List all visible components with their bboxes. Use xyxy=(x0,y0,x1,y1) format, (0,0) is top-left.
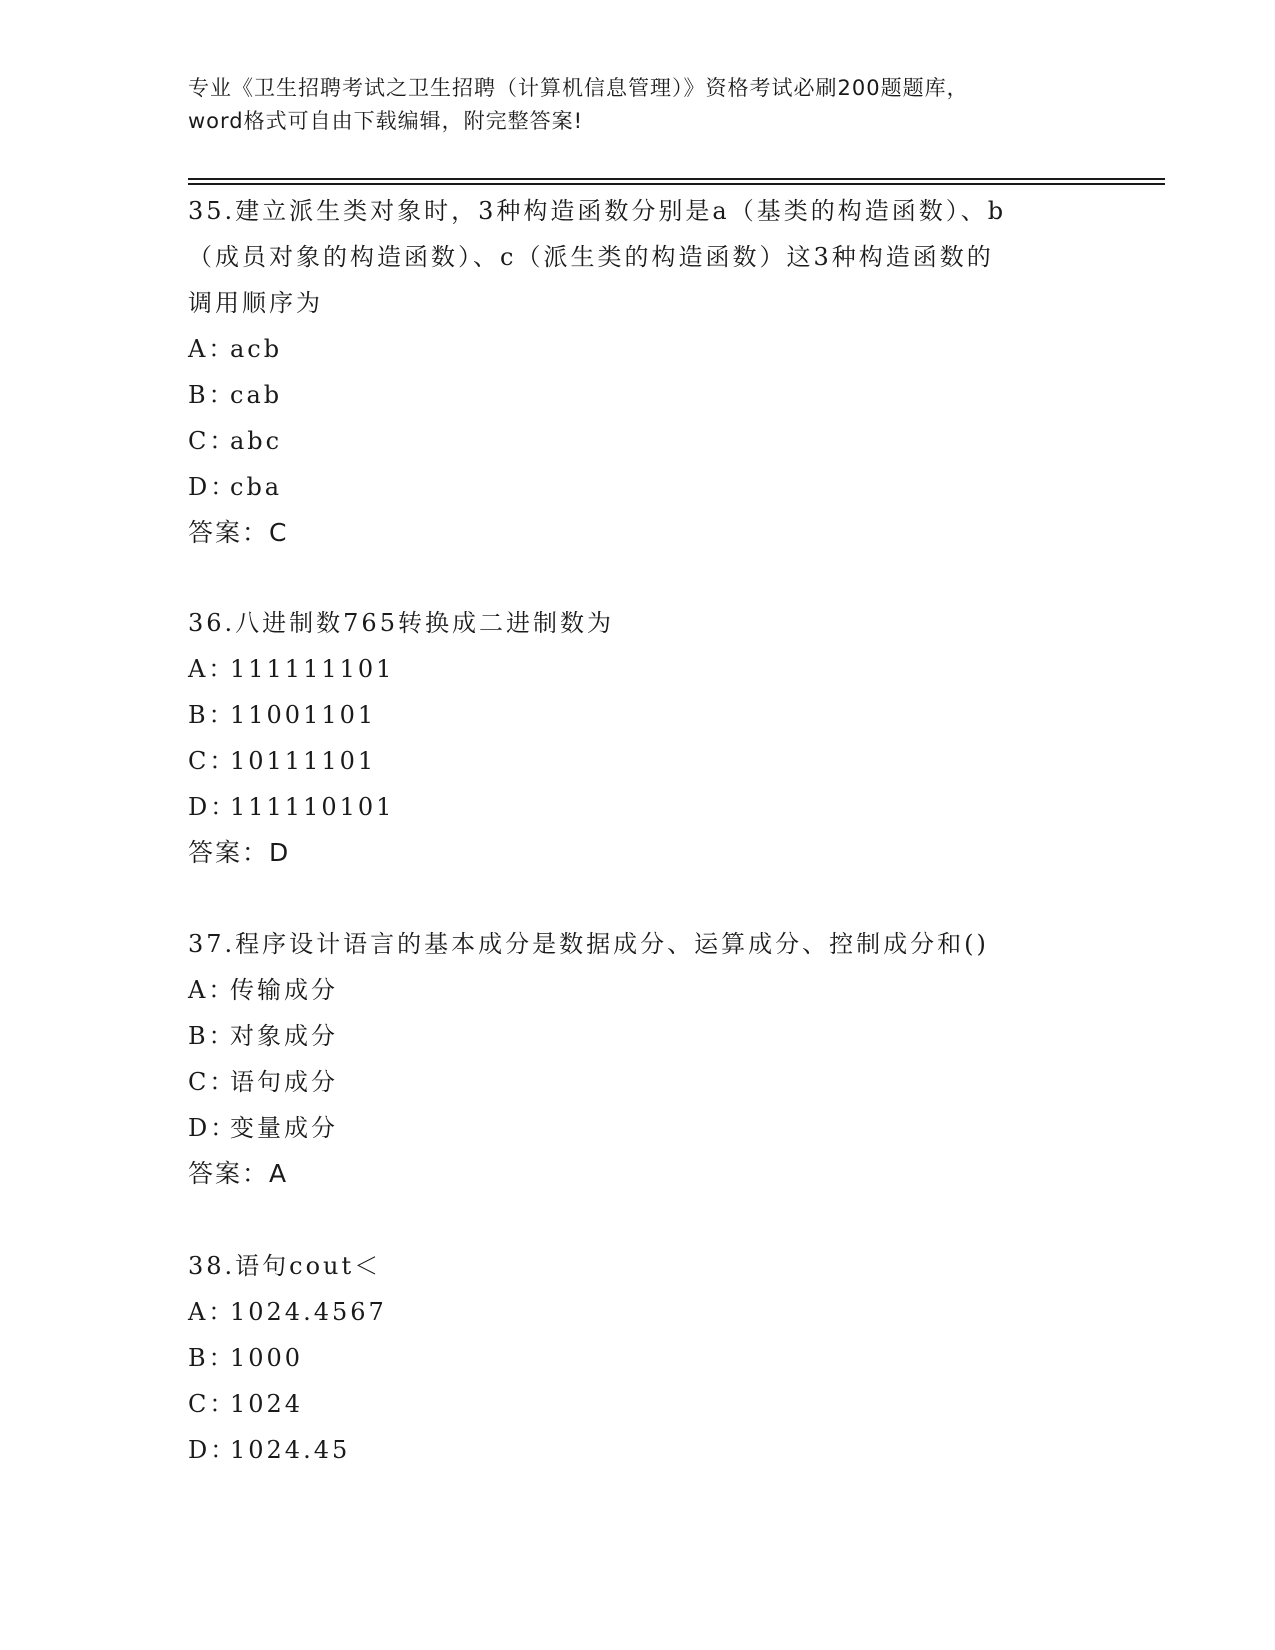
option-letter: C： xyxy=(188,1390,237,1418)
option-text: 111111101 xyxy=(230,655,395,683)
option-c xyxy=(188,1381,1088,1427)
option-text: 1024.45 xyxy=(230,1436,351,1464)
option-b xyxy=(188,1013,1088,1059)
header-line-1: 专业《卫生招聘考试之卫生招聘（计算机信息管理）》资格考试必刷200题题库， xyxy=(188,76,969,100)
option-d xyxy=(188,1427,1088,1473)
question-35 xyxy=(188,188,1088,556)
question-38 xyxy=(188,1243,1088,1473)
answer-line: 答案：A xyxy=(188,1159,289,1188)
question-stem-line: （成员对象的构造函数）、c（派生类的构造函数）这3种构造函数的 xyxy=(188,243,994,271)
option-text: acb xyxy=(230,335,283,363)
document-header xyxy=(188,72,1088,138)
option-letter: C： xyxy=(188,1068,237,1096)
option-letter: B： xyxy=(188,381,236,409)
option-d xyxy=(188,464,1088,510)
question-stem-line: 38.语句cout＜ xyxy=(188,1252,382,1280)
option-b xyxy=(188,372,1088,418)
question-stem xyxy=(188,1243,1088,1289)
question-37 xyxy=(188,921,1088,1197)
option-b xyxy=(188,1335,1088,1381)
option-d xyxy=(188,784,1088,830)
option-text: 变量成分 xyxy=(230,1114,338,1142)
header-line-2: word格式可自由下载编辑，附完整答案! xyxy=(188,109,584,133)
option-c xyxy=(188,738,1088,784)
question-stem-line: 37.程序设计语言的基本成分是数据成分、运算成分、控制成分和() xyxy=(188,930,989,958)
option-letter: A： xyxy=(188,1298,236,1326)
option-a xyxy=(188,967,1088,1013)
option-letter: C： xyxy=(188,427,237,455)
option-text: abc xyxy=(230,427,283,455)
option-text: cab xyxy=(230,381,283,409)
option-letter: A： xyxy=(188,655,236,683)
option-a xyxy=(188,646,1088,692)
question-stem xyxy=(188,188,1088,326)
option-letter: C： xyxy=(188,747,237,775)
option-text: 11001101 xyxy=(230,701,377,729)
question-36 xyxy=(188,600,1088,876)
question-stem-line: 36.八进制数765转换成二进制数为 xyxy=(188,609,614,637)
option-letter: D： xyxy=(188,1114,238,1142)
option-letter: A： xyxy=(188,335,236,363)
option-letter: D： xyxy=(188,1436,238,1464)
option-d xyxy=(188,1105,1088,1151)
option-text: 1024.4567 xyxy=(230,1298,387,1326)
option-text: 语句成分 xyxy=(230,1068,338,1096)
option-text: cba xyxy=(230,473,283,501)
question-stem-line: 35.建立派生类对象时，3种构造函数分别是a（基类的构造函数）、b xyxy=(188,197,1007,225)
option-c xyxy=(188,1059,1088,1105)
answer-line: 答案：D xyxy=(188,838,291,867)
option-text: 对象成分 xyxy=(230,1022,338,1050)
question-stem-line: 调用顺序为 xyxy=(188,289,323,317)
option-letter: D： xyxy=(188,473,238,501)
option-text: 1000 xyxy=(230,1344,304,1372)
answer-line: 答案：C xyxy=(188,518,289,547)
option-a xyxy=(188,326,1088,372)
header-divider-bottom xyxy=(188,183,1165,185)
option-letter: B： xyxy=(188,701,236,729)
option-b xyxy=(188,692,1088,738)
option-text: 1024 xyxy=(230,1390,304,1418)
option-c xyxy=(188,418,1088,464)
header-divider-top xyxy=(188,178,1165,180)
option-letter: B： xyxy=(188,1022,236,1050)
question-stem xyxy=(188,921,1088,967)
option-letter: A： xyxy=(188,976,236,1004)
option-text: 111110101 xyxy=(230,793,395,821)
option-letter: B： xyxy=(188,1344,236,1372)
option-text: 10111101 xyxy=(230,747,377,775)
question-stem xyxy=(188,600,1088,646)
option-letter: D： xyxy=(188,793,238,821)
option-text: 传输成分 xyxy=(230,976,338,1004)
option-a xyxy=(188,1289,1088,1335)
